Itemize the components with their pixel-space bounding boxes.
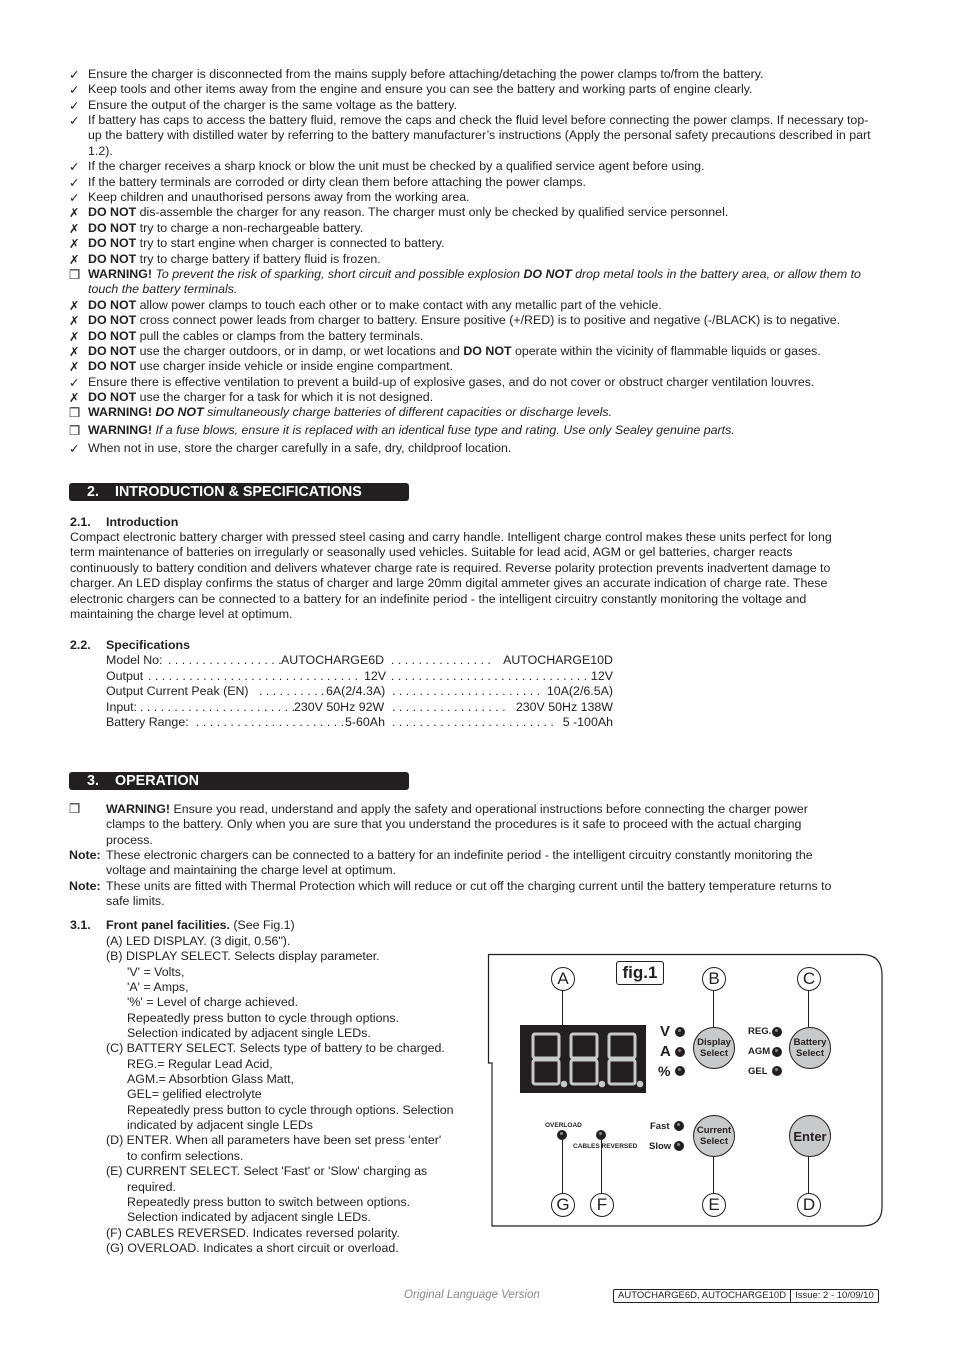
led-agm — [772, 1047, 782, 1057]
list-item: ✗ DO NOT cross connect power leads from charger to battery. Ensure positive (+/RED) is to positive and negative (-/BLACK) is to negative. — [69, 313, 841, 328]
led-overload — [557, 1130, 567, 1140]
leader-line — [562, 991, 563, 1025]
list-item: ✓ If battery has caps to access the battery fluid, remove the caps and check the fluid level before connecting the power clamps. If necessary top-up the battery with distilled water by referring to the battery manufacturer’s instructions (Apply the personal safety precautions described in part 1.2). — [69, 113, 871, 158]
current-select-button[interactable]: Current Select — [693, 1115, 735, 1157]
cross-icon: ✗ — [69, 330, 80, 344]
front-panel-list-item: REG.= Regular Lead Acid, — [127, 1056, 273, 1071]
list-item: ✗ DO NOT use charger inside vehicle or inside engine compartment. — [69, 359, 454, 374]
check-icon: ✓ — [69, 99, 80, 113]
cross-icon: ✗ — [69, 222, 80, 236]
leader-line — [808, 1155, 809, 1193]
note-1: Note: These electronic chargers can be connected to a battery for an indefinite period - the intelligent circuitry constantly monitoring the voltage and maintaining the charge level at optimum. — [69, 848, 813, 878]
led-label-reg: REG. — [748, 1026, 772, 1037]
check-icon: ✓ — [69, 442, 80, 456]
front-panel-list-item: (G) OVERLOAD. Indicates a short circuit or overload. — [106, 1240, 399, 1255]
led-slow — [674, 1141, 684, 1151]
callout-d: D — [797, 1193, 821, 1217]
warning-item: ❒ WARNING! To prevent the risk of sparking, short circuit and possible explosion DO NOT drop metal tools in the battery area, or allow them to touch the battery terminals. — [69, 267, 861, 297]
front-panel-list-item: 'V' = Volts, — [127, 964, 185, 979]
cross-icon: ✗ — [69, 314, 80, 328]
cross-icon: ✗ — [69, 237, 80, 251]
subheading-specifications: 2.2. Specifications — [70, 638, 191, 652]
front-panel-list-item: to confirm selections. — [127, 1148, 244, 1163]
front-panel-list-item: Repeatedly press button to cycle through options. Selection — [127, 1102, 454, 1117]
warning-box-icon: ❒ — [69, 406, 81, 420]
front-panel-list-item: (D) ENTER. When all parameters have been set press 'enter' — [106, 1133, 442, 1148]
check-icon: ✓ — [69, 376, 80, 390]
front-panel-list-item: '%' = Level of charge achieved. — [127, 995, 299, 1010]
footer-model-box: AUTOCHARGE6D, AUTOCHARGE10D Issue: 2 - 10/09/10 — [613, 1289, 879, 1303]
led-gel — [772, 1066, 782, 1076]
operation-warning: ❒ WARNING! Ensure you read, understand and apply the safety and operational instructions before connecting the charger power clamps to the battery. Only when you are sure that you understand the procedures is it safe to proceed with the actual charging process. — [69, 802, 808, 847]
display-digits-icon — [521, 1026, 645, 1092]
check-icon: ✓ — [69, 160, 80, 174]
section-heading-operation: 3. OPERATION — [69, 772, 409, 790]
led-label-gel: GEL — [748, 1066, 768, 1077]
front-panel-figure — [487, 953, 883, 1227]
subheading-front-panel: 3.1. Front panel facilities. (See Fig.1) — [70, 918, 295, 932]
leader-line — [713, 991, 714, 1027]
front-panel-list-item: (F) CABLES REVERSED. Indicates reversed polarity. — [106, 1225, 400, 1240]
callout-c: C — [797, 967, 821, 991]
check-icon: ✓ — [69, 114, 80, 128]
front-panel-list-item: GEL= gelified electrolyte — [127, 1087, 262, 1102]
spec-row: Output . . . . . . . . . . . . . . . . . . . . . . . . . . . . . . . 12V . . . . . . . . . . . . . . . . . . . . . . . . . . . . . . 12V — [106, 669, 613, 683]
led-label-percent: % — [658, 1063, 671, 1079]
list-item: ✗ DO NOT dis-assemble the charger for any reason. The charger must only be checked by qualified service personnel. — [69, 205, 729, 220]
front-panel-list-item: AGM.= Absorbtion Glass Matt, — [127, 1072, 294, 1087]
led-label-v: V — [660, 1023, 671, 1040]
cross-icon: ✗ — [69, 299, 80, 313]
footer-language: Original Language Version — [404, 1289, 540, 1301]
led-fast — [674, 1121, 684, 1131]
cross-icon: ✗ — [69, 253, 80, 267]
check-icon: ✓ — [69, 83, 80, 97]
list-item: ✓ If the battery terminals are corroded or dirty clean them before attaching the power clamps. — [69, 175, 586, 190]
leader-line — [713, 1155, 714, 1193]
fast-label: Fast — [650, 1121, 670, 1132]
led-reg — [772, 1027, 782, 1037]
list-item: ✗ DO NOT pull the cables or clamps from the battery terminals. — [69, 329, 424, 344]
front-panel-list-item: 'A' = Amps, — [127, 980, 189, 995]
front-panel-list-item: Repeatedly press button to switch between options. — [127, 1194, 411, 1209]
check-icon: ✓ — [69, 68, 80, 82]
front-panel-list-item: (B) DISPLAY SELECT. Selects display parameter. — [106, 949, 380, 964]
enter-button[interactable]: Enter — [789, 1115, 831, 1157]
list-item: ✗ DO NOT try to charge battery if battery fluid is frozen. — [69, 252, 381, 267]
warning-box-icon: ❒ — [69, 424, 81, 438]
warning-item: ❒ WARNING! If a fuse blows, ensure it is replaced with an identical fuse type and rating. Use only Sealey genuine parts. — [69, 423, 735, 438]
check-icon: ✓ — [69, 191, 80, 205]
cross-icon: ✗ — [69, 206, 80, 220]
warning-item: ❒ WARNING! DO NOT simultaneously charge batteries of different capacities or discharge levels. — [69, 405, 613, 420]
cables-reversed-label: CABLES REVERSED — [573, 1143, 638, 1150]
list-item: ✗ DO NOT allow power clamps to touch each other or to make contact with any metallic part of the vehicle. — [69, 298, 662, 313]
led-percent — [675, 1066, 685, 1076]
slow-label: Slow — [649, 1141, 672, 1152]
list-item: ✗ DO NOT use the charger outdoors, or in damp, or wet locations and DO NOT operate within the vicinity of flammable liquids or gases. — [69, 344, 821, 359]
list-item: ✓ If the charger receives a sharp knock or blow the unit must be checked by a qualified service agent before using. — [69, 159, 705, 174]
front-panel-list-item: (A) LED DISPLAY. (3 digit, 0.56"). — [106, 934, 291, 948]
callout-e: E — [702, 1193, 726, 1217]
cross-icon: ✗ — [69, 360, 80, 374]
display-select-button[interactable]: Display Select — [693, 1027, 735, 1069]
front-panel-list-item: Repeatedly press button to cycle through options. — [127, 1010, 400, 1025]
list-item: ✗ DO NOT try to charge a non-rechargeable battery. — [69, 221, 364, 236]
led-volts — [675, 1027, 685, 1037]
callout-a: A — [551, 967, 575, 991]
warning-box-icon: ❒ — [69, 802, 81, 816]
front-panel-list-item: Selection indicated by adjacent single LEDs. — [127, 1210, 371, 1225]
check-icon: ✓ — [69, 176, 80, 190]
callout-b: B — [702, 967, 726, 991]
spec-row: Input: . . . . . . . . . . . . . . . . . . . . . . . 230V 50Hz 92W . . . . . . . . . . . . . . . . . 230V 50Hz 138W — [106, 700, 613, 714]
figure-title: fig.1 — [616, 961, 664, 985]
led-cables-reversed — [596, 1130, 606, 1140]
note-2: Note: These units are fitted with Thermal Protection which will reduce or cut off the charging current until the battery temperature returns to safe limits. — [69, 879, 832, 909]
front-panel-list-item: indicated by adjacent single LEDs — [127, 1118, 313, 1133]
intro-paragraph: Compact electronic battery charger with pressed steel casing and carry handle. Intelligent charge control makes these units perfect for long term maintenance of batteries on irregularly or seasonally used vehicles. Suitable for lead acid, AGM or gel batteries, charger reacts continuously to battery condition and delivers whatever charge rate is required. Reverse polarity protection prevents inadvertent damage to charger. An LED display confirms the status of charger and large 20mm digital ammeter gives an accurate indication of charge rate. These electronic chargers can be connected to a battery for an indefinite period - the intelligent circuitry constantly monitoring the voltage and maintaining the charge level at optimum. — [70, 530, 832, 622]
cross-icon: ✗ — [69, 345, 80, 359]
callout-f: F — [590, 1193, 614, 1217]
leader-line — [808, 991, 809, 1027]
front-panel-list-item: Selection indicated by adjacent single LEDs. — [127, 1026, 371, 1041]
led-label-agm: AGM — [748, 1046, 771, 1057]
list-item: ✗ DO NOT use the charger for a task for which it is not designed. — [69, 390, 434, 405]
front-panel-list-item: (E) CURRENT SELECT. Select 'Fast' or 'Slow' charging as — [106, 1164, 428, 1179]
callout-g: G — [551, 1193, 575, 1217]
led-display — [520, 1025, 646, 1093]
list-item: ✓ Keep children and unauthorised persons away from the working area. — [69, 190, 470, 205]
list-item: ✓ Ensure there is effective ventilation to prevent a build-up of explosive gases, and do not cover or obstruct charger ventilation louvres. — [69, 375, 815, 390]
led-amps — [675, 1047, 685, 1057]
spec-row: Model No: . . . . . . . . . . . . . . . . . AUTOCHARGE6D . . . . . . . . . . . . . . . AUTOCHARGE10D — [106, 653, 613, 667]
led-label-a: A — [660, 1043, 671, 1060]
spec-row: Output Current Peak (EN) . . . . . . . . . . 6A(2/4.3A) . . . . . . . . . . . . . . . . . . . . . . 10A(2/6.5A) — [106, 684, 613, 698]
leader-line — [562, 1137, 563, 1193]
overload-label: OVERLOAD — [545, 1122, 582, 1129]
subheading-introduction: 2.1. Introduction — [70, 515, 179, 529]
front-panel-list — [106, 934, 476, 1256]
front-panel-list-item: (C) BATTERY SELECT. Selects type of battery to be charged. — [106, 1041, 445, 1056]
battery-select-button[interactable]: Battery Select — [789, 1027, 831, 1069]
list-item: ✗ DO NOT try to start engine when charger is connected to battery. — [69, 236, 445, 251]
list-item: ✓ Ensure the output of the charger is the same voltage as the battery. — [69, 98, 457, 113]
cross-icon: ✗ — [69, 391, 80, 405]
section-heading-introduction: 2. INTRODUCTION & SPECIFICATIONS — [69, 483, 409, 501]
list-item: ✓ Keep tools and other items away from the engine and ensure you can see the battery and working parts of engine clearly. — [69, 82, 753, 97]
spec-row: Battery Range: . . . . . . . . . . . . . . . . . . . . . . . 5-60Ah . . . . . . . . . . . . . . . . . . . . . . . . 5 -100Ah — [106, 715, 613, 729]
list-item: ✓ When not in use, store the charger carefully in a safe, dry, childproof location. — [69, 441, 512, 456]
front-panel-list-item: required. — [127, 1179, 176, 1194]
list-item: ✓ Ensure the charger is disconnected from the mains supply before attaching/detaching the power clamps to/from the battery. — [69, 67, 764, 82]
warning-box-icon: ❒ — [69, 268, 81, 282]
